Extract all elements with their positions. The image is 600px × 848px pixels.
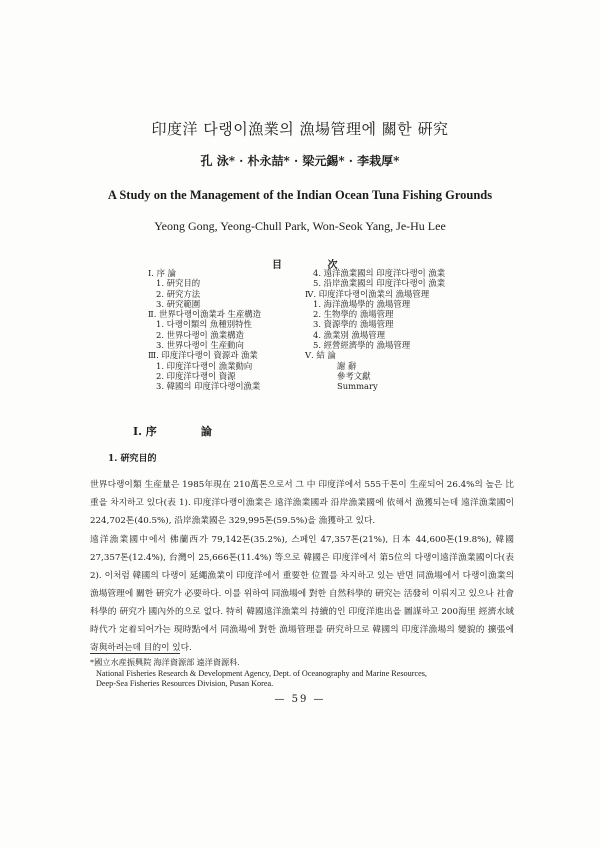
page-number: — 59 — [274,694,326,705]
toc-entry: 2. 硏究方法 [156,288,201,299]
toc-entry: Ⅰ. 序 論 [148,268,177,278]
toc-entry: 2. 印度洋다랭이 資源 [156,370,236,381]
section-title: 論 [200,425,212,438]
body-paragraph: 遠洋漁業國中에서 佛蘭西가 79,142톤(35.2%), 스페인 47,357톤(21%), 日本 44,600톤(19.8%), 韓國 27,357톤(12.4%), 台灣이 25,666톤(11.4%) 等으로 韓國은 印度洋에서 第5位의 다랭이遠洋漁業國이다(表 2). 이처럼 韓國의 다랭이 延繩漁業이 印度洋에서 重要한 位置를 차지하고 있는 반면 同漁場에서 다랭이漁業의 漁場管理에 關한 硏究가 必要하다. 이를 위하여 同漁場에 對한 自然科學的 硏究는 活發히 이뤄지고 있으나 社會科學的 硏究가 國內外的으로 없다. 特히 韓國遠洋漁業의 持續的인 印度洋進出을 圖謀하고 200海里 經濟水域時代가 定着되어가는 現時點에서 同漁場에 對한 漁場管理를 硏究하므로 韓國의 印度洋漁場의 變貌的 擴張에 寄與하려는데 目的이 있다. [90,535,514,653]
toc-left-column [148,268,261,392]
footnote-line: *國立水産振興院 海洋資源部 遠洋資源科. [90,658,240,667]
toc-right-column [305,268,445,392]
toc-entry: 2. 世界다랭이 漁業構造 [156,329,244,340]
toc-entry: Ⅱ. 世界다랭이漁業과 生産構造 [148,309,262,320]
toc-entry: Summary [337,381,378,392]
paper-title-english: A Study on the Management of the Indian Ocean Tuna Fishing Grounds [107,188,493,202]
section-heading [133,423,256,439]
toc-entry: 4. 漁業別 漁場管理 [313,329,385,340]
subsection-heading: 1. 硏究目的 [108,454,157,464]
section-numeral: Ⅰ. 序 [133,425,157,438]
toc-entry: 5. 沿岸漁業國의 印度洋다랭이 漁業 [313,278,446,289]
authors-korean: 孔 泳* · 朴永喆* · 梁元錫* · 李栽厚* [200,154,400,168]
footnote [90,658,427,690]
toc-entry: 4. 遠洋漁業國의 印度洋다랭이 漁業 [313,268,446,278]
toc-entry: 2. 生物學的 漁場管理 [313,309,394,320]
toc-entry: 1. 다랭이類의 魚種別特性 [156,319,252,330]
toc-entry: 3. 韓國의 印度洋다랭이漁業 [156,381,261,392]
paper-title-korean: 印度洋 다랭이漁業의 漁場管理에 關한 硏究 [151,120,449,138]
body-paragraph: 世界다랭이類 生産量은 1985年現在 210萬톤으로서 그 中 印度洋에서 555千톤이 生産되어 26.4%의 높은 比重을 차지하고 있다(表 1). 印度洋다랭이漁業은 遠洋漁業國과 沿岸漁業國에 依해서 漁獲되는데 遠洋漁業國이 224,702톤(40.5%), 沿岸漁業國은 329,995톤(59.5%)을 漁獲하고 있다. [90,480,514,526]
toc-entry: 1. 海洋漁場學的 漁場管理 [313,298,411,309]
toc-entry: 1. 印度洋다랭이 漁業動向 [156,360,253,371]
toc-entry: 3. 資源學的 漁場管理 [313,319,394,330]
toc-entry: 5. 經營經濟學的 漁場管理 [313,340,411,351]
toc-entry: Ⅳ. 印度洋다랭이漁業의 漁場管理 [305,288,430,299]
footnote-rule [90,653,180,654]
authors-english: Yeong Gong, Yeong-Chull Park, Won-Seok Yang, Je-Hu Lee [154,219,446,233]
toc-entry: 1. 硏究目的 [156,278,201,289]
toc-entry: 參考文獻 [337,370,371,381]
toc-entry: 3. 硏究範圍 [156,298,201,309]
footnote-line: Deep-Sea Fisheries Resources Division, Pusan Korea. [96,679,274,688]
toc-entry: Ⅴ. 結 論 [305,350,336,361]
toc-heading: 目 次 [272,260,338,271]
toc-entry: 謝 辭 [337,360,357,371]
toc-entry: 3. 世界다랭이 生産動向 [156,340,244,351]
footnote-line: National Fisheries Research & Development Agency, Dept. of Oceanography and Marine Resources, [96,668,427,678]
toc-entry: Ⅲ. 印度洋다랭이 資源과 漁業 [148,350,258,361]
